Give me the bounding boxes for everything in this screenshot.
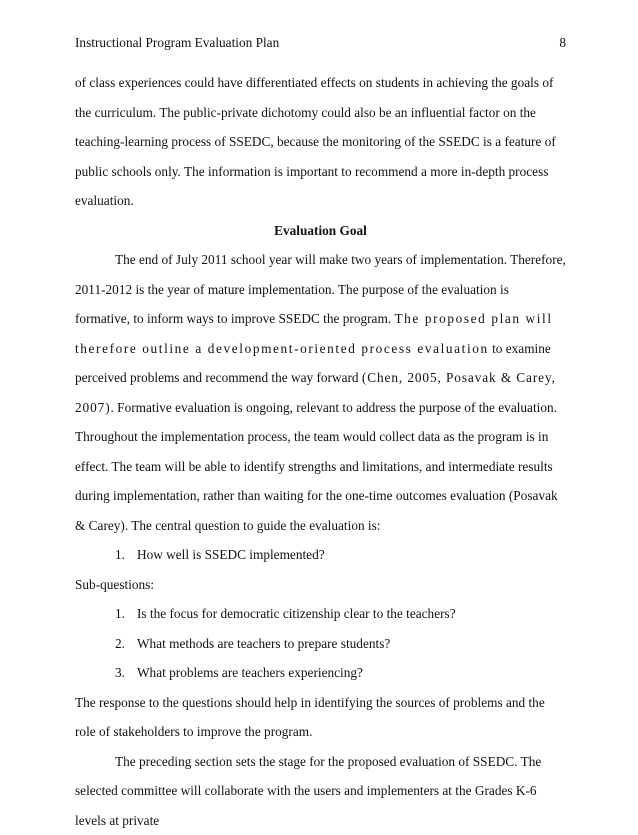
list-text: What methods are teachers to prepare students?: [137, 636, 390, 651]
list-text: Is the focus for democratic citizenship clear to the teachers?: [137, 606, 456, 621]
goal-text-spaced1: The proposed plan will therefore outline a development-oriented process evaluation: [75, 311, 553, 356]
paragraph-continuation: of class experiences could have differentiated effects on students in achieving the goals of the curriculum. The public-private dichotomy could also be an influential factor on the teaching-learning process of SSEDC, because the monitoring of the SSEDC is a feature of public schools only. The information is important to recommend a more in-depth process evaluation.: [75, 68, 566, 216]
list-number: 3.: [115, 658, 137, 688]
paragraph-response: The response to the questions should help in identifying the sources of problems and the role of stakeholders to improve the program.: [75, 688, 566, 747]
list-item: [75, 658, 566, 688]
paragraph-preceding-section: The preceding section sets the stage for the proposed evaluation of SSEDC. The selected committee will collaborate with the users and implementers at the Grades K-6 levels at private: [75, 747, 566, 835]
list-item: [75, 629, 566, 659]
list-number: 1.: [115, 599, 137, 629]
goal-text-part2: to examine perceived problems and recommend the way forward: [75, 341, 551, 386]
goal-text-part3: . Formative evaluation is ongoing, relevant to address the purpose of the evaluation. Throughout the implementation process, the team would collect data as the program is in effect. The team will be able to identify strengths and limitations, and intermediate results during implementation, rather than waiting for the one-time outcomes evaluation (Posavak & Carey). The central question to guide the evaluation is:: [75, 400, 558, 533]
paragraph-evaluation-goal: [75, 245, 566, 540]
list-item: [75, 599, 566, 629]
document-body: [75, 68, 566, 835]
running-header: [75, 35, 566, 51]
subquestions-label: Sub-questions:: [75, 570, 566, 600]
goal-text-part1: The end of July 2011 school year will make two years of implementation. Therefore, 2011-2012 is the year of mature implementation. The purpose of the evaluation is formative, to inform ways to improve SSEDC the program.: [75, 252, 566, 326]
page-number: 8: [559, 35, 566, 51]
list-number: 1.: [115, 540, 137, 570]
list-text: How well is SSEDC implemented?: [137, 547, 325, 562]
list-text: What problems are teachers experiencing?: [137, 665, 363, 680]
goal-citation: (Chen, 2005, Posavak & Carey, 2007): [75, 370, 556, 415]
section-heading: Evaluation Goal: [75, 216, 566, 246]
list-number: 2.: [115, 629, 137, 659]
central-question-list: [75, 540, 566, 570]
list-item: [75, 540, 566, 570]
subquestion-list: [75, 599, 566, 688]
running-head-title: Instructional Program Evaluation Plan: [75, 35, 279, 51]
